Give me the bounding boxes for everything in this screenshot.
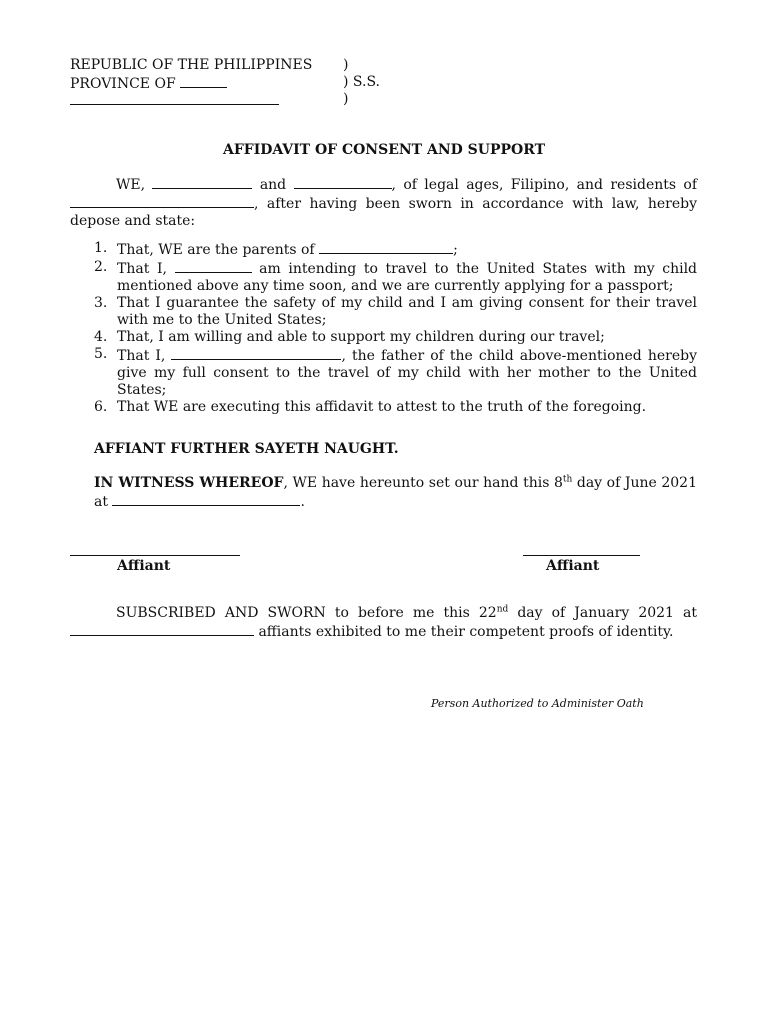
parent-name-blank-2[interactable] — [294, 175, 392, 189]
further-sayeth-line: AFFIANT FURTHER SAYETH NAUGHT. — [94, 441, 399, 457]
statement-list — [70, 240, 697, 416]
province-blank[interactable] — [180, 74, 227, 88]
municipality-blank[interactable] — [70, 91, 279, 105]
statement-item: 2. That I, am intending to travel to the United States with my child mentioned above any time soon, and we are currently applying for a passport; — [94, 259, 698, 294]
venue-line-blank: ) — [70, 91, 410, 108]
mother-name-blank[interactable] — [175, 259, 252, 273]
residence-blank[interactable] — [70, 194, 254, 208]
parent-name-blank-1[interactable] — [152, 175, 252, 189]
right-affiant-signature-line[interactable] — [523, 555, 640, 556]
left-affiant-label: Affiant — [117, 558, 171, 574]
intro-paragraph: WE, and , of legal ages, Filipino, and residents of , after having been sworn in accordance with law, hereby depose and state: — [70, 177, 698, 229]
statement-item: 4. That, I am willing and able to support my children during our travel; — [94, 329, 605, 345]
right-affiant-label: Affiant — [546, 558, 600, 574]
signing-place-blank[interactable] — [112, 492, 300, 506]
left-affiant-signature-line[interactable] — [70, 555, 240, 556]
witness-paragraph: IN WITNESS WHEREOF, WE have hereunto set our hand this 8th day of June 2021 at . — [94, 474, 697, 510]
venue-line-province: PROVINCE OF ) S.S. — [70, 74, 380, 92]
document-title: AFFIDAVIT OF CONSENT AND SUPPORT — [222, 142, 546, 158]
venue-block — [70, 57, 410, 108]
statement-item: 3. That I guarantee the safety of my child and I am giving consent for their travel with me to the United States; — [94, 295, 697, 328]
statement-item: 1. That, WE are the parents of ; — [94, 240, 458, 258]
statement-item: 5. That I, , the father of the child above-mentioned hereby give my full consent to the travel of my child with her mother to the United States; — [94, 346, 697, 398]
jurat-place-blank[interactable] — [70, 622, 254, 636]
father-name-blank[interactable] — [171, 346, 341, 360]
oath-officer-label: Person Authorized to Administer Oath — [431, 697, 644, 710]
venue-line-republic: REPUBLIC OF THE PHILIPPINES ) — [70, 57, 349, 73]
jurat-paragraph: SUBSCRIBED AND SWORN to before me this 22nd day of January 2021 at affiants exhibited to me their competent proofs of identity. — [70, 605, 697, 641]
statement-item: 6. That WE are executing this affidavit to attest to the truth of the foregoing. — [94, 399, 647, 415]
child-name-blank[interactable] — [319, 240, 453, 254]
